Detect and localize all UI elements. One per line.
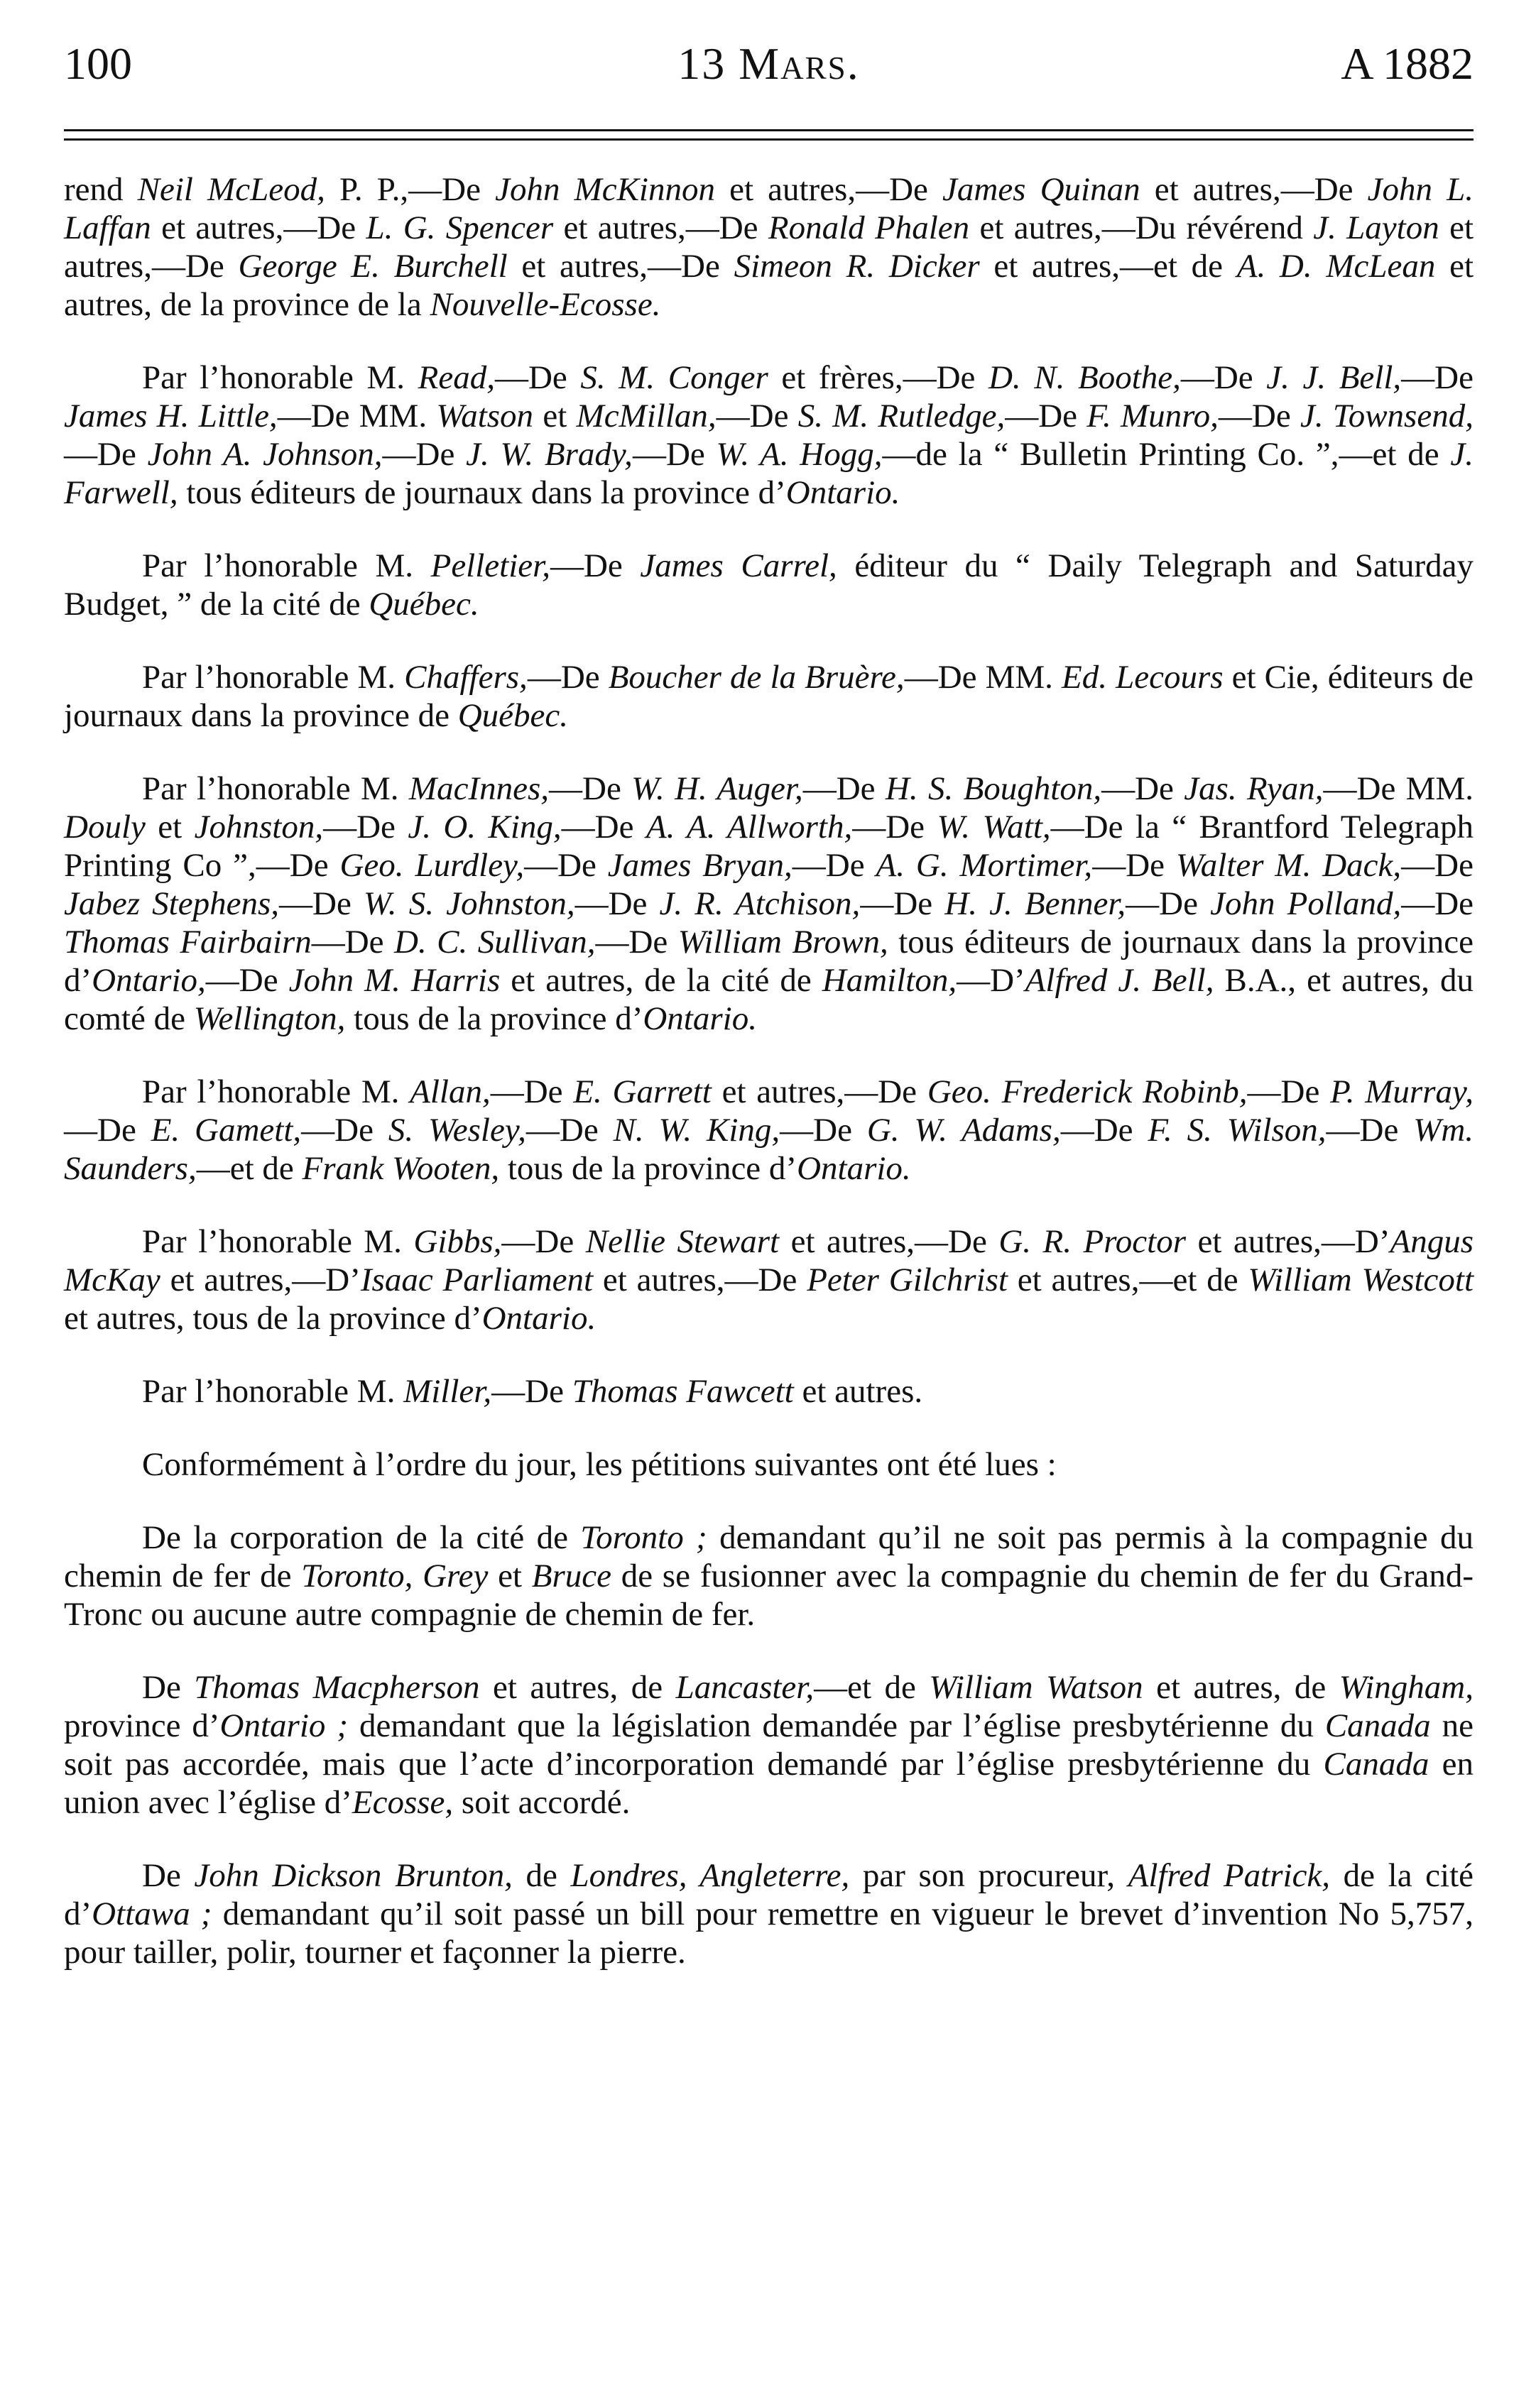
italic-name: Ottawa ; [92, 1895, 212, 1932]
text-run: et autres,—D’ [160, 1262, 361, 1298]
italic-name: Ontario. [797, 1150, 911, 1187]
text-run: —De [574, 885, 660, 922]
paragraph-p2 [64, 359, 1474, 512]
italic-name: J. Layton [1313, 209, 1439, 246]
text-run: et autres,—et de [979, 248, 1237, 285]
text-run: —De [716, 398, 798, 434]
text-run: —De [1180, 359, 1267, 396]
italic-name: Walter M. Dack, [1175, 847, 1402, 884]
text-run: et Cie, éditeurs de journaux dans la province de [64, 659, 1474, 734]
italic-name: N. W. King, [613, 1112, 780, 1149]
text-run: —De [595, 924, 678, 961]
text-run: tous de la province d’ [345, 1000, 643, 1037]
document-page [64, 28, 1474, 2006]
text-run: Par l’honorable M. [142, 1373, 404, 1410]
italic-name: W. A. Hogg, [716, 436, 883, 473]
italic-name: G. R. Proctor [998, 1223, 1186, 1260]
text-run: et autres, de la province de la [64, 248, 1474, 323]
text-run: et autres, de [1143, 1669, 1339, 1706]
text-run: De [142, 1669, 195, 1706]
italic-name: Frank Wooten, [302, 1150, 500, 1187]
text-run: et autres, tous de la province d’ [64, 1300, 482, 1337]
text-run: et autres,—De [714, 171, 943, 208]
text-run: —De [561, 809, 646, 845]
header-rule-bottom [64, 138, 1474, 141]
paragraph-p12 [64, 1856, 1474, 1971]
italic-name: Ontario ; [219, 1707, 348, 1744]
italic-name: A. G. Mortimer, [876, 847, 1093, 884]
italic-name: James H. Little, [64, 398, 278, 434]
text-run: et autres,—D’ [1185, 1223, 1390, 1260]
italic-name: Simeon R. Dicker [734, 248, 980, 285]
italic-name: MacInnes, [408, 770, 549, 807]
italic-name: H. S. Boughton, [885, 770, 1102, 807]
italic-name: A. A. Allworth, [646, 809, 853, 845]
text-run: —De [1092, 847, 1176, 884]
text-run: tous éditeurs de journaux dans la province d’ [178, 474, 786, 511]
text-run: —De [524, 847, 608, 884]
italic-name: James Bryan, [607, 847, 792, 884]
italic-name: E. Gamett, [151, 1112, 302, 1149]
italic-name: L. G. Spencer [366, 209, 554, 246]
text-run: ne soit pas accordée, mais que l’acte d’incorporation demandé par l’église presbytérienne du [64, 1707, 1474, 1783]
text-run: —De [491, 1373, 572, 1410]
italic-name: Nellie Stewart [585, 1223, 780, 1260]
text-run: éditeur du “ Daily Telegraph and Saturday Budget, ” de la cité de [64, 547, 1474, 623]
italic-name: Isaac Parliament [360, 1262, 593, 1298]
text-run: —De [490, 1073, 574, 1110]
italic-name: Peter Gilchrist [807, 1262, 1008, 1298]
italic-name: Québec. [457, 697, 568, 734]
paragraph-p3 [64, 547, 1474, 623]
italic-name: Ontario, [92, 962, 206, 999]
italic-name: Canada [1323, 1746, 1429, 1783]
text-run: —De [323, 809, 408, 845]
text-run: —De [852, 809, 937, 845]
text-run: —et de [814, 1669, 930, 1706]
text-run: —De [780, 1112, 867, 1149]
italic-name: J. J. Bell, [1266, 359, 1402, 396]
text-run: —De [1247, 1073, 1331, 1110]
text-run: —De [1101, 770, 1184, 807]
text-run: —De [1218, 398, 1300, 434]
italic-name: Boucher de la Bruère, [608, 659, 905, 696]
italic-name: Read, [418, 359, 495, 396]
text-run: —De [205, 962, 289, 999]
italic-name: Pelletier, [430, 547, 550, 584]
text-run: —De MM. [904, 659, 1062, 696]
paragraph-p8 [64, 1372, 1474, 1411]
italic-name: Thomas Fawcett [572, 1373, 794, 1410]
italic-name: Ontario. [785, 474, 900, 511]
italic-name: Johnston, [194, 809, 324, 845]
text-run: —De [1401, 847, 1474, 884]
text-run: tous éditeurs de journaux dans la province d’ [64, 924, 1474, 999]
italic-name: F. Munro, [1086, 398, 1219, 434]
italic-name: Miller, [403, 1373, 492, 1410]
paragraph-p4 [64, 658, 1474, 735]
text-run: —De [549, 770, 632, 807]
text-run: rend [64, 171, 138, 208]
italic-name: Wingham, [1339, 1669, 1474, 1706]
italic-name: J. Townsend, [1300, 398, 1474, 434]
text-run: —de la “ Bulletin Printing Co. ”,—et de [882, 436, 1451, 473]
text-run: par son procureur, [849, 1857, 1128, 1894]
text-run: P. P.,—De [325, 171, 496, 208]
italic-name: John McKinnon [495, 171, 715, 208]
italic-name: W. S. Johnston, [363, 885, 575, 922]
paragraph-p11 [64, 1668, 1474, 1822]
italic-name: S. M. Rutledge, [797, 398, 1006, 434]
italic-name: A. D. McLean [1236, 248, 1436, 285]
text-run: de la cité d’ [64, 1857, 1474, 1932]
text-run: B.A., et autres, du comté de [64, 962, 1474, 1037]
text-run: et [533, 398, 577, 434]
italic-name: Neil McLeod, [137, 171, 325, 208]
text-run: Par l’honorable M. [142, 770, 409, 807]
italic-name: J. O. King, [408, 809, 562, 845]
text-run: et autres,—Du révérend [969, 209, 1314, 246]
italic-name: E. Garrett [573, 1073, 712, 1110]
italic-name: Nouvelle-Ecosse. [430, 286, 661, 323]
italic-name: George E. Burchell [238, 248, 508, 285]
paragraph-p9 [64, 1445, 1474, 1484]
paragraph-p6 [64, 1073, 1474, 1188]
text-run: demandant qu’il ne soit pas permis à la compagnie du chemin de fer de [64, 1519, 1474, 1594]
italic-name: J. Farwell, [64, 436, 1474, 511]
text-run: —De [525, 1112, 614, 1149]
header-rule-top [64, 129, 1474, 131]
text-run: de se fusionner avec la compagnie du chemin de fer du Grand-Tronc ou aucune autre compagnie de chemin de fer. [64, 1558, 1474, 1633]
italic-name: Alfred Patrick, [1128, 1857, 1331, 1894]
italic-name: W. Watt, [937, 809, 1051, 845]
text-run: —De [279, 885, 364, 922]
italic-name: John L. Laffan [64, 171, 1474, 246]
text-run: —De [527, 659, 609, 696]
text-run: de [512, 1857, 571, 1894]
text-run: tous de la province d’ [499, 1150, 797, 1187]
text-run: —De [550, 547, 641, 584]
italic-name: H. J. Benner, [944, 885, 1126, 922]
paragraph-p10 [64, 1518, 1474, 1633]
header-rule [64, 129, 1474, 141]
text-run: —De [1401, 359, 1474, 396]
italic-name: Ronald Phalen [768, 209, 970, 246]
text-run: —De [1401, 885, 1474, 922]
italic-name: P. Murray, [1330, 1073, 1474, 1110]
italic-name: Hamilton, [822, 962, 957, 999]
text-run: —De [501, 1223, 586, 1260]
italic-name: William Brown, [677, 924, 888, 961]
text-run: —De [494, 359, 581, 396]
italic-name: S. Wesley, [388, 1112, 526, 1149]
italic-name: John M. Harris [288, 962, 501, 999]
text-run: —et de [196, 1150, 303, 1187]
text-run: demandant que la législation demandée par l’église presbytérienne du [348, 1707, 1325, 1744]
text-run: —De la “ Brantford Telegraph Printing Co ”,—De [64, 809, 1474, 884]
text-run: Par l’honorable M. [142, 1073, 410, 1110]
page-number: 100 [64, 38, 132, 89]
text-run: soit accordé. [453, 1784, 631, 1821]
text-run: —De [382, 436, 467, 473]
text-run: Par l’honorable M. [142, 359, 418, 396]
text-run: —De [1126, 885, 1211, 922]
text-run: et autres,—et de [1007, 1262, 1248, 1298]
italic-name: Geo. Frederick Robinb, [927, 1073, 1248, 1110]
text-run: et autres,—De [151, 209, 366, 246]
italic-name: Watson [436, 398, 534, 434]
text-run: et [145, 809, 195, 845]
text-run: —De [1060, 1112, 1148, 1149]
italic-name: Chaffers, [404, 659, 528, 696]
italic-name: D. C. Sullivan, [394, 924, 596, 961]
paragraph-p7 [64, 1222, 1474, 1337]
header-date: 13 Mars. [677, 38, 860, 89]
italic-name: Jabez Stephens, [64, 885, 279, 922]
italic-name: Québec. [369, 586, 479, 623]
text-run: et autres,—De [593, 1262, 807, 1298]
text-run: en union avec l’église d’ [64, 1746, 1474, 1821]
text-run: et autres,—De [1140, 171, 1368, 208]
text-run: demandant qu’il soit passé un bill pour remettre en vigueur le brevet d’invention No 5,757, pour tailler, polir, tourner et façonner la pierre. [64, 1895, 1474, 1971]
italic-name: Ed. Lecours [1062, 659, 1224, 696]
italic-name: McMillan, [576, 398, 717, 434]
text-run: et autres, de la cité de [500, 962, 822, 999]
text-run: —De [792, 847, 876, 884]
text-run: —De [1005, 398, 1087, 434]
italic-name: James Quinan [942, 171, 1140, 208]
text-run: et autres,—De [779, 1223, 999, 1260]
text-run: Par l’honorable M. [142, 547, 431, 584]
text-run: —De [311, 924, 394, 961]
text-run: et frères,—De [768, 359, 988, 396]
italic-name: Jas. Ryan, [1184, 770, 1324, 807]
italic-name: W. H. Auger, [631, 770, 803, 807]
italic-name: Douly [64, 809, 146, 845]
italic-name: Lancaster, [675, 1669, 815, 1706]
italic-name: John Dickson Brunton, [194, 1857, 513, 1894]
text-run: —De MM. [1323, 770, 1474, 807]
italic-name: Toronto, Grey [301, 1558, 489, 1594]
text-run: Par l’honorable M. [142, 659, 405, 696]
text-run: et autres. [793, 1373, 923, 1410]
italic-name: D. N. Boothe, [988, 359, 1181, 396]
text-run: —De [860, 885, 945, 922]
text-run: et autres,—De [507, 248, 734, 285]
text-run: —D’ [957, 962, 1025, 999]
text-run: et autres,—De [64, 209, 1474, 285]
text-run: province d’ [64, 1707, 220, 1744]
text-run: —De [1326, 1112, 1414, 1149]
text-run: —De [64, 436, 148, 473]
italic-name: Londres, Angleterre, [570, 1857, 850, 1894]
paragraph-p1 [64, 170, 1474, 324]
text-run: —De [64, 1112, 151, 1149]
italic-name: John A. Johnson, [147, 436, 383, 473]
italic-name: F. S. Wilson, [1148, 1112, 1327, 1149]
italic-name: G. W. Adams, [866, 1112, 1061, 1149]
header-year: A 1882 [1341, 38, 1474, 89]
italic-name: Thomas Fairbairn [64, 924, 312, 961]
italic-name: Alfred J. Bell, [1025, 962, 1214, 999]
italic-name: Wellington, [193, 1000, 346, 1037]
italic-name: William Westcott [1248, 1262, 1474, 1298]
text-run: —De [301, 1112, 388, 1149]
italic-name: Toronto ; [580, 1519, 707, 1556]
italic-name: Allan, [410, 1073, 491, 1110]
italic-name: Thomas Macpherson [194, 1669, 480, 1706]
italic-name: Ontario. [481, 1300, 597, 1337]
italic-name: James Carrel, [640, 547, 837, 584]
italic-name: William Watson [929, 1669, 1143, 1706]
italic-name: Angus McKay [64, 1223, 1474, 1298]
text-run: —De [632, 436, 717, 473]
document-body [64, 170, 1474, 1971]
page-header [64, 28, 1474, 99]
italic-name: S. M. Conger [580, 359, 768, 396]
italic-name: Bruce [531, 1558, 611, 1594]
italic-name: Canada [1324, 1707, 1431, 1744]
text-run: De la corporation de la cité de [142, 1519, 581, 1556]
text-run: et [488, 1558, 532, 1594]
italic-name: J. R. Atchison, [659, 885, 861, 922]
text-run: —De [802, 770, 886, 807]
text-run: et autres,—De [553, 209, 768, 246]
text-run: Par l’honorable M. [142, 1223, 414, 1260]
text-run: De [142, 1857, 195, 1894]
text-run: et autres, de [479, 1669, 676, 1706]
italic-name: J. W. Brady, [466, 436, 633, 473]
italic-name: Ecosse, [352, 1784, 454, 1821]
italic-name: Ontario. [643, 1000, 757, 1037]
text-run: et autres,—De [711, 1073, 927, 1110]
italic-name: Geo. Lurdley, [339, 847, 525, 884]
text-run: —De MM. [277, 398, 437, 434]
paragraph-p5 [64, 770, 1474, 1038]
italic-name: John Polland, [1210, 885, 1402, 922]
text-run: Conformément à l’ordre du jour, les pétitions suivantes ont été lues : [142, 1446, 1057, 1483]
italic-name: Wm. Saunders, [64, 1112, 1474, 1187]
italic-name: Gibbs, [413, 1223, 502, 1260]
